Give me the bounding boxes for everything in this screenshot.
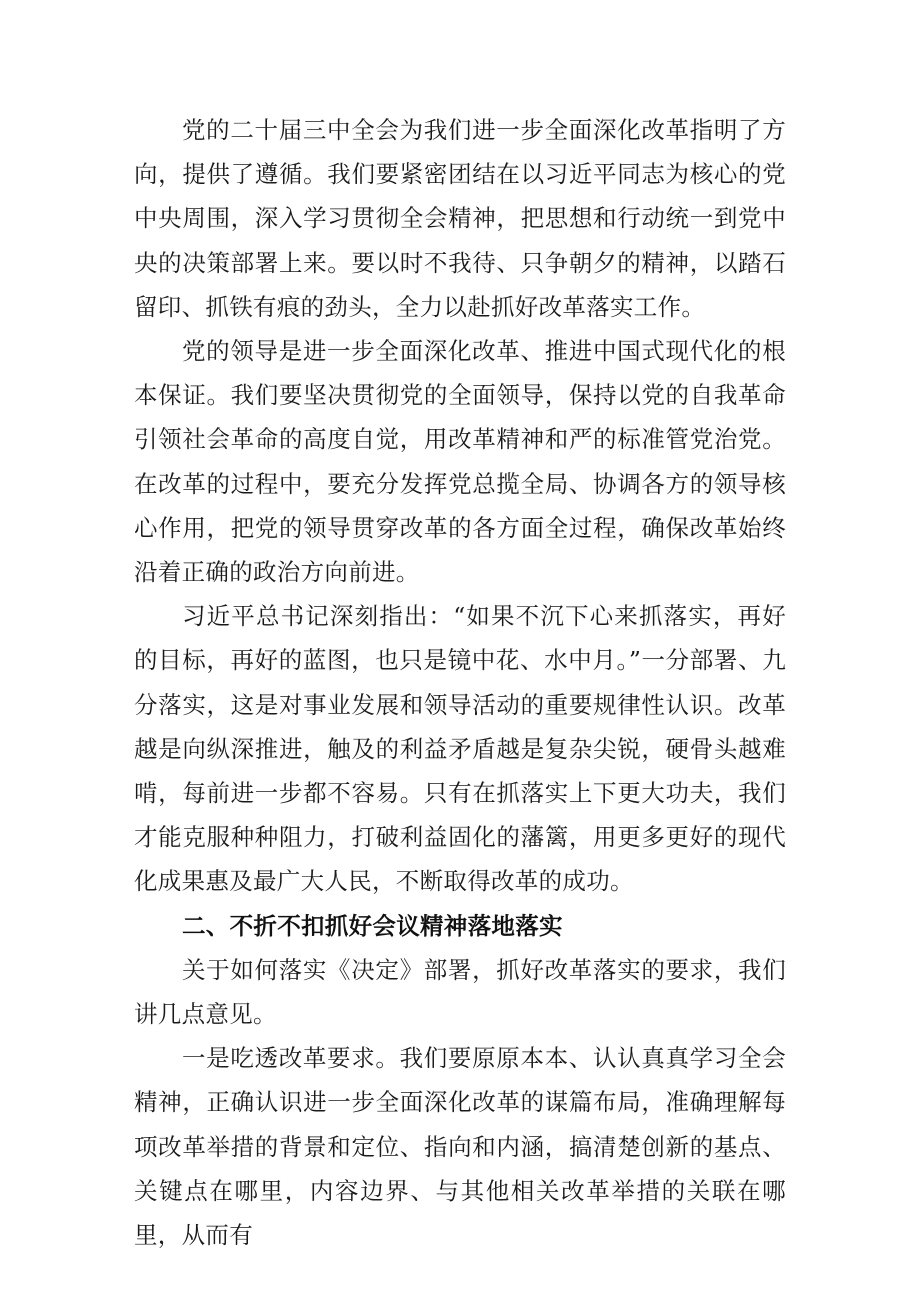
section-heading: 二、不折不扣抓好会议精神落地落实 <box>182 911 563 940</box>
paragraph-3: 习近平总书记深刻指出：“如果不沉下心来抓落实，再好的目标，再好的蓝图，也只是镜中花、水中月。”一分部署、九分落实，这是对事业发展和领导活动的重要规律性认识。改革越是向纵深推进，触及的利益矛盾越是复杂尖锐，硬骨头越难啃，每前进一步都不容易。只有在抓落实上下更大功夫，我们才能克服种种阻力，打破利益固化的藩篱，用更多更好的现代化成果惠及最广大人民，不断取得改革的成功。 <box>134 602 786 896</box>
paragraph-2: 党的领导是进一步全面深化改革、推进中国式现代化的根本保证。我们要坚决贯彻党的全面领导，保持以党的自我革命引领社会革命的高度自觉，用改革精神和严的标准管党治党。在改革的过程中，要充分发挥党总揽全局、协调各方的领导核心作用，把党的领导贯穿改革的各方面全过程，确保改革始终沿着正确的政治方向前进。 <box>134 337 786 587</box>
paragraph-1: 党的二十届三中全会为我们进一步全面深化改革指明了方向，提供了遵循。我们要紧密团结在以习近平同志为核心的党中央周围，深入学习贯彻全会精神，把思想和行动统一到党中央的决策部署上来。要以时不我待、只争朝夕的精神，以踏石留印、抓铁有痕的劲头，全力以赴抓好改革落实工作。 <box>134 116 786 321</box>
document-body <box>134 108 786 1257</box>
paragraph-4: 关于如何落实《决定》部署，抓好改革落实的要求，我们讲几点意见。 <box>134 955 786 1029</box>
paragraph-5: 一是吃透改革要求。我们要原原本本、认认真真学习全会精神，正确认识进一步全面深化改革的谋篇布局，准确理解每项改革举措的背景和定位、指向和内涵，搞清楚创新的基点、关键点在哪里，内容边界、与其他相关改革举措的关联在哪里，从而有 <box>134 1044 786 1250</box>
